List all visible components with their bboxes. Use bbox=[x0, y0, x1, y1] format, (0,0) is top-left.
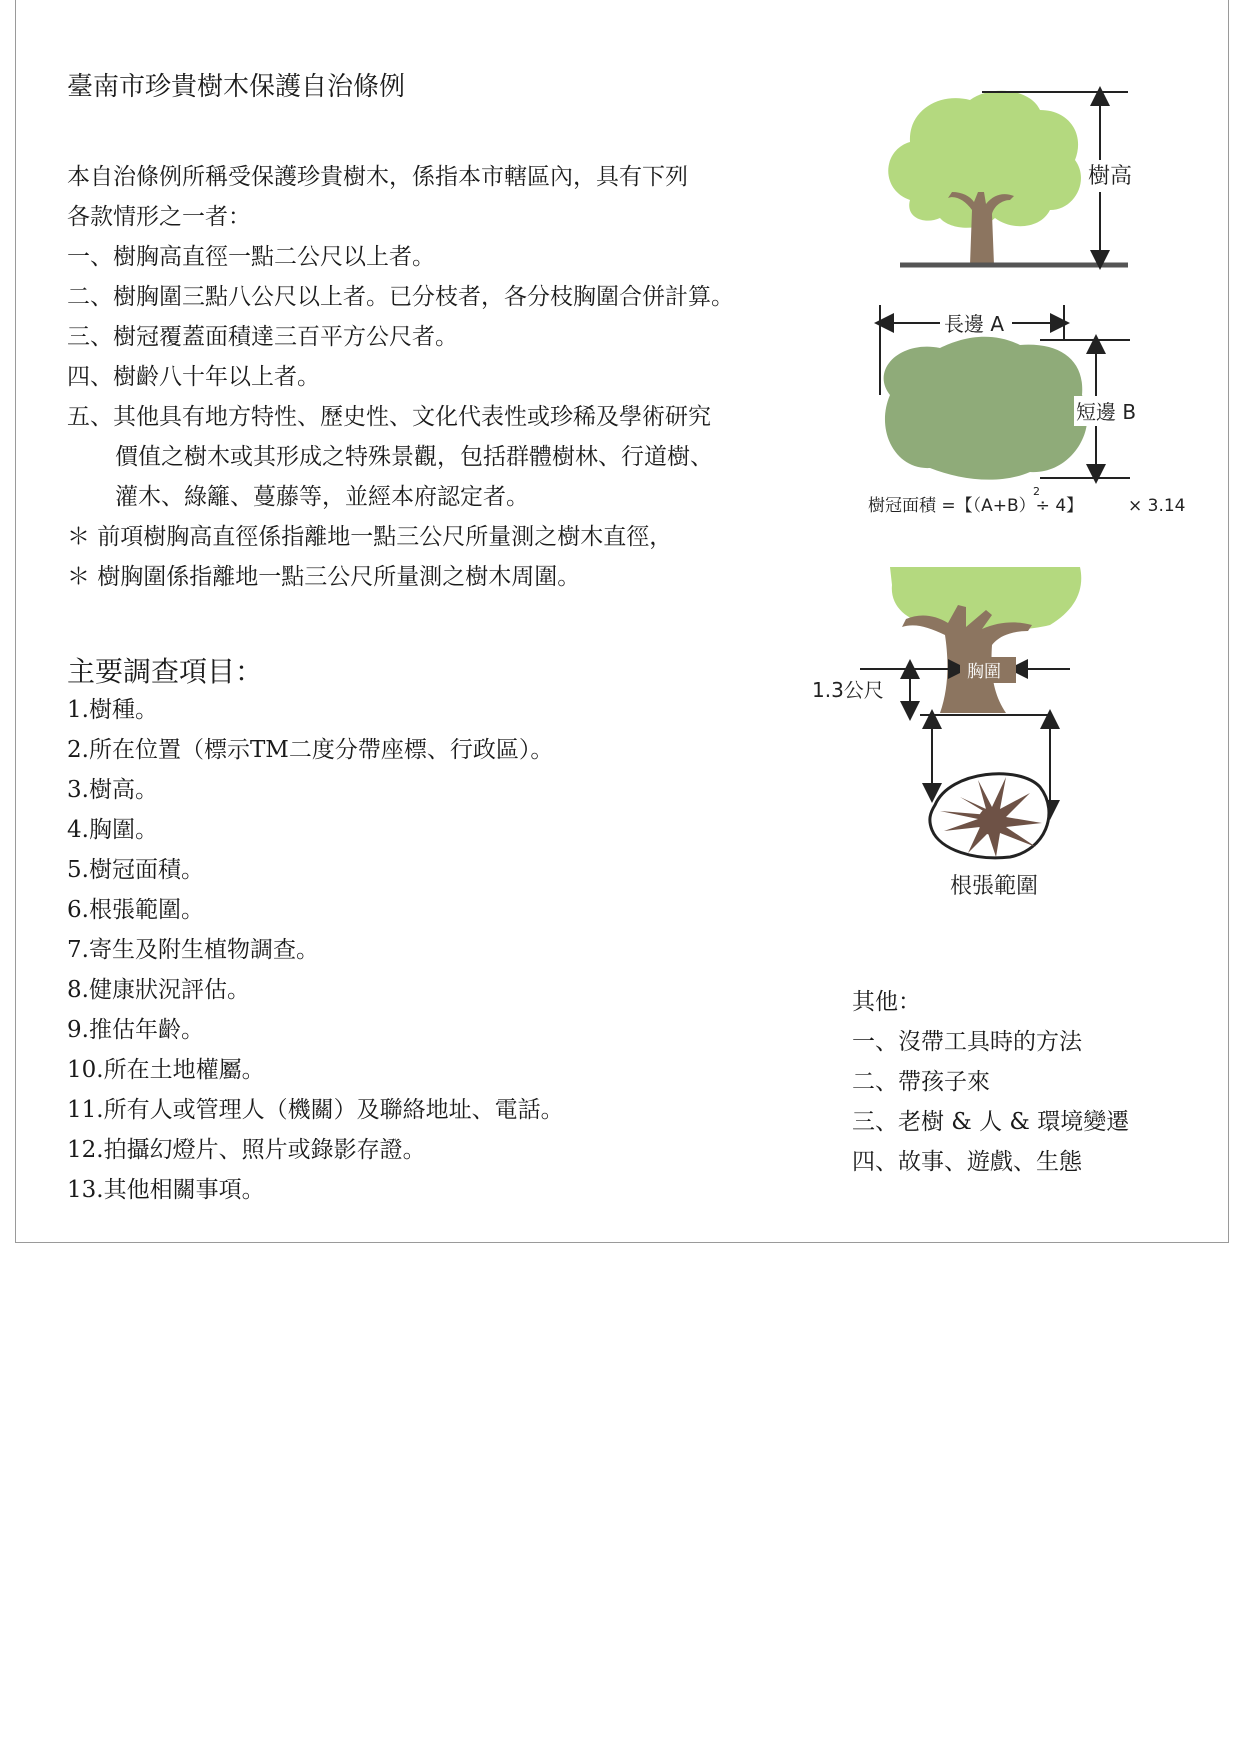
intro-line: 各款情形之一者： bbox=[67, 204, 251, 230]
page-title: 臺南市珍貴樹木保護自治條例 bbox=[67, 72, 406, 102]
height-13-label: 1.3公尺 bbox=[812, 678, 884, 702]
survey-item: 1.樹種。 bbox=[67, 697, 158, 723]
other-item: 一、沒帶工具時的方法 bbox=[852, 1029, 1082, 1055]
criterion-item: 二、樹胸圍三點八公尺以上者。已分枝者，各分枝胸圍合併計算。 bbox=[67, 284, 734, 310]
short-side-label: 短邊 B bbox=[1076, 400, 1137, 424]
canopy-area-diagram bbox=[860, 300, 1200, 525]
survey-list bbox=[67, 690, 564, 1210]
survey-item: 10.所在土地權屬。 bbox=[67, 1057, 265, 1083]
survey-item: 7.寄生及附生植物調查。 bbox=[67, 937, 319, 963]
girth-root-diagram bbox=[810, 565, 1090, 900]
other-item: 二、帶孩子來 bbox=[852, 1069, 990, 1095]
intro-line: 本自治條例所稱受保護珍貴樹木，係指本市轄區內，具有下列 bbox=[67, 164, 688, 190]
criterion-item: 四、樹齡八十年以上者。 bbox=[67, 364, 320, 390]
criterion-item: 一、樹胸高直徑一點二公尺以上者。 bbox=[67, 244, 435, 270]
survey-item: 6.根張範圍。 bbox=[67, 897, 204, 923]
tree-height-label: 樹高 bbox=[1088, 164, 1133, 189]
survey-item: 5.樹冠面積。 bbox=[67, 857, 204, 883]
survey-item: 3.樹高。 bbox=[67, 777, 158, 803]
note-item: ＊ 前項樹胸高直徑係指離地一點三公尺所量測之樹木直徑， bbox=[67, 524, 673, 550]
survey-item: 8.健康狀況評估。 bbox=[67, 977, 250, 1003]
survey-item: 12.拍攝幻燈片、照片或錄影存證。 bbox=[67, 1137, 426, 1163]
survey-item: 4.胸圍。 bbox=[67, 817, 158, 843]
survey-item: 13.其他相關事項。 bbox=[67, 1177, 265, 1203]
other-item: 四、故事、遊戲、生態 bbox=[852, 1149, 1082, 1175]
area-formula: 樹冠面積 =【（A+B）÷ 4】 bbox=[868, 496, 1084, 516]
formula-exponent: 2 bbox=[1033, 485, 1040, 498]
survey-item: 11.所有人或管理人（機關）及聯絡地址、電話。 bbox=[67, 1097, 564, 1123]
survey-heading: 主要調查項目： bbox=[67, 655, 264, 688]
canopy-shape bbox=[884, 337, 1088, 480]
criterion-continuation: 灌木、綠籬、蔓藤等，並經本府認定者。 bbox=[115, 484, 529, 510]
root-spread-label: 根張範圍 bbox=[950, 874, 1039, 899]
survey-item: 9.推估年齡。 bbox=[67, 1017, 204, 1043]
long-side-label: 長邊 A bbox=[944, 312, 1005, 336]
criterion-item: 五、其他具有地方特性、歷史性、文化代表性或珍稀及學術研究 bbox=[67, 404, 711, 430]
other-section bbox=[852, 982, 1129, 1182]
other-heading: 其他： bbox=[852, 989, 921, 1015]
girth-label: 胸圍 bbox=[967, 662, 1001, 682]
note-item: ＊ 樹胸圍係指離地一點三公尺所量測之樹木周圍。 bbox=[67, 564, 581, 590]
criterion-item: 三、樹冠覆蓋面積達三百平方公尺者。 bbox=[67, 324, 458, 350]
other-item: 三、老樹 & 人 & 環境變遷 bbox=[852, 1109, 1130, 1135]
survey-item: 2.所在位置（標示TM二度分帶座標、行政區）。 bbox=[67, 737, 554, 763]
tree-height-diagram bbox=[870, 80, 1190, 280]
intro-text bbox=[67, 157, 734, 597]
formula-suffix: × 3.14 bbox=[1128, 496, 1186, 516]
criterion-continuation: 價值之樹木或其形成之特殊景觀，包括群體樹林、行道樹、 bbox=[115, 444, 713, 470]
